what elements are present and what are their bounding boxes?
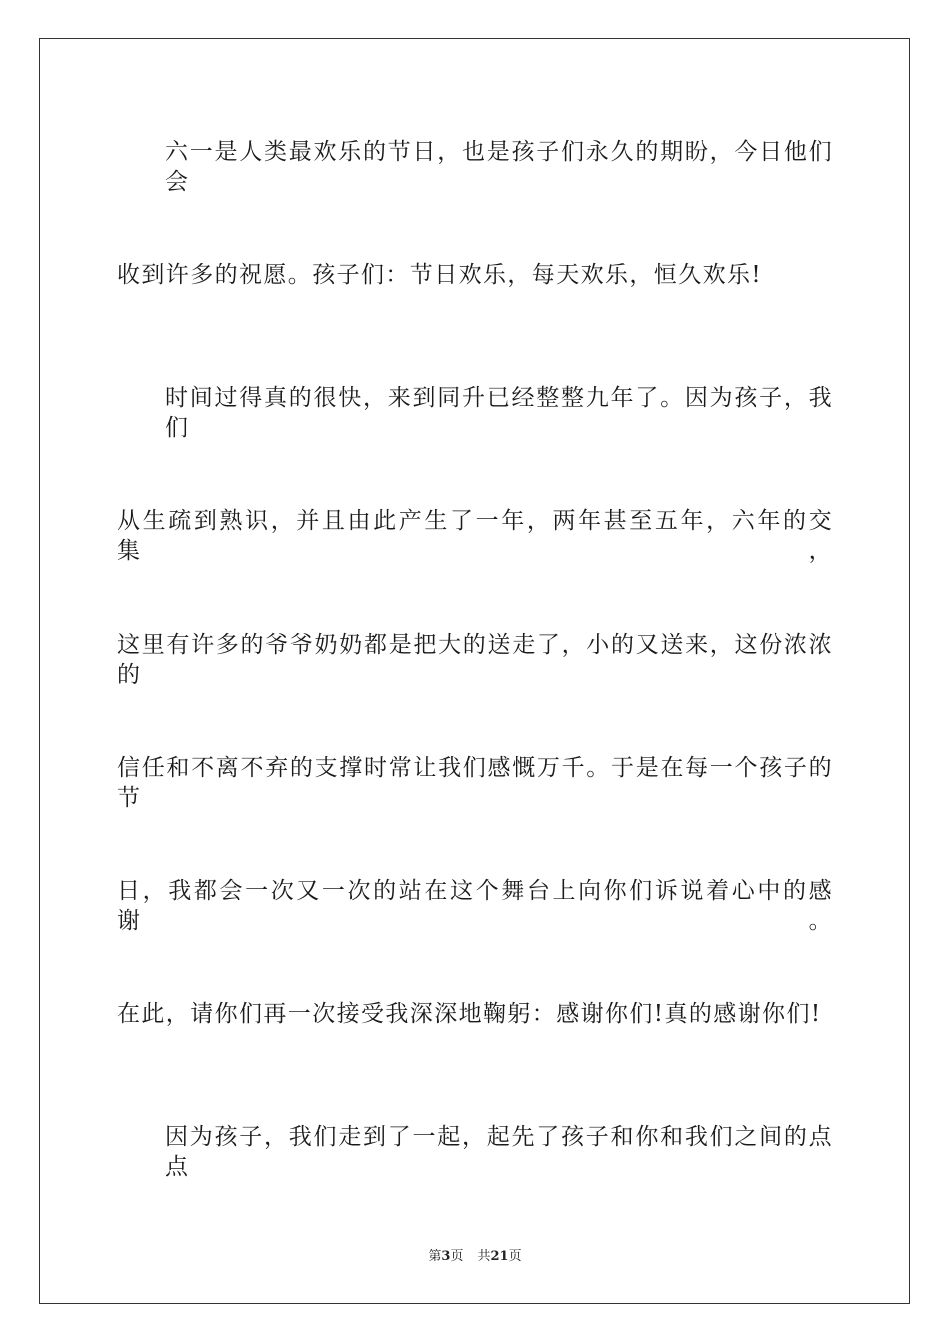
page-prefix: 第 xyxy=(428,1249,442,1264)
paragraph-line-1: 六一是人类最欢乐的节日，也是孩子们永久的期盼，今日他们会 xyxy=(165,139,833,195)
paragraph-line-8: 在此，请你们再一次接受我深深地鞠躬：感谢你们!真的感谢你们! xyxy=(117,1001,822,1027)
page-suffix: 页 xyxy=(450,1249,464,1264)
page-footer xyxy=(0,1247,950,1267)
paragraph-line-2: 收到许多的祝愿。孩子们：节日欢乐，每天欢乐，恒久欢乐! xyxy=(117,262,763,288)
paragraph-line-9: 因为孩子，我们走到了一起，起先了孩子和你和我们之间的点点 xyxy=(165,1124,833,1180)
paragraph-line-7: 日，我都会一次又一次的站在这个舞台上向你们诉说着心中的感谢。 xyxy=(117,878,833,934)
current-page-number: 3 xyxy=(441,1249,451,1264)
paragraph-line-5: 这里有许多的爷爷奶奶都是把大的送走了，小的又送来，这份浓浓的 xyxy=(117,632,833,688)
total-suffix: 页 xyxy=(508,1249,522,1264)
total-prefix: 共 xyxy=(477,1249,491,1264)
paragraph-line-4: 从生疏到熟识，并且由此产生了一年，两年甚至五年，六年的交集， xyxy=(117,508,833,564)
paragraph-line-6: 信任和不离不弃的支撑时常让我们感慨万千。于是在每一个孩子的节 xyxy=(117,755,833,811)
total-page-count: 21 xyxy=(490,1249,509,1264)
paragraph-line-3: 时间过得真的很快，来到同升已经整整九年了。因为孩子，我们 xyxy=(165,385,833,441)
